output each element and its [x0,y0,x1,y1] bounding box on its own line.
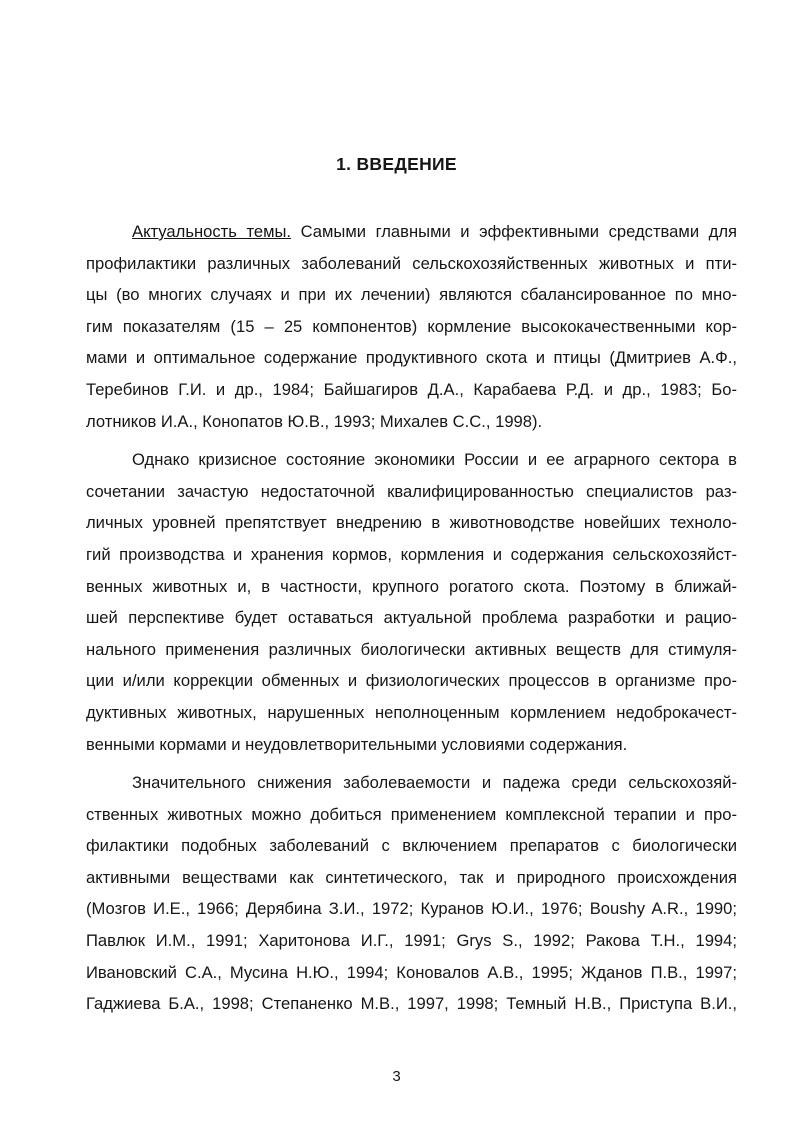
text-line: мами и оптимальное содержание продуктивного скота и птицы (Дмитриев А.Ф., [86,348,737,368]
body-text [86,216,737,1020]
text-line: шей перспективе будет оставаться актуальной проблема разработки и рацио- [86,608,737,628]
text-line: сочетании зачастую недостаточной квалифицированностью специалистов раз- [86,481,737,501]
topic-relevance-label: Актуальность темы. [132,222,292,241]
text-line: гий производства и хранения кормов, кормления и содержания сельскохозяйст- [86,544,737,564]
section-heading: 1. ВВЕДЕНИЕ [336,154,457,174]
text-line: Гаджиева Б.А., 1998; Степаненко М.В., 1997, 1998; Темный Н.В., Приступа В.И., [86,994,737,1014]
text-line: венными кормами и неудовлетворительными условиями содержания. [86,734,628,754]
text-line: ственных животных можно добиться применением комплексной терапии и про- [86,804,737,824]
text-line: профилактики различных заболеваний сельскохозяйственных животных и пти- [86,253,737,273]
text-line: филактики подобных заболеваний с включением препаратов с биологически [86,836,737,856]
text-line: дуктивных животных, нарушенных неполноценным кормлением недоброкачест- [86,702,737,722]
text-line: Однако кризисное состояние экономики России и ее аграрного сектора в [132,450,737,470]
text-line: гим показателям (15 – 25 компонентов) кормление высококачественными кор- [86,316,737,336]
text-line: лотников И.А., Конопатов Ю.В., 1993; Михалев С.С., 1998). [86,411,543,431]
text-line: венных животных и, в частности, крупного рогатого скота. Поэтому в ближай- [86,576,737,596]
page-number: 3 [392,1068,401,1085]
text-line: цы (во многих случаях и при их лечении) являются сбалансированное по мно- [86,285,737,305]
text-line: Теребинов Г.И. и др., 1984; Байшагиров Д.А., Карабаева Р.Д. и др., 1983; Бо- [86,379,737,399]
text-line: личных уровней препятствует внедрению в животноводстве новейших техноло- [86,513,737,533]
text-line: ции и/или коррекции обменных и физиологических процессов в организме про- [86,671,737,691]
paragraph-1-line-1 [86,216,737,248]
text-line: Павлюк И.М., 1991; Харитонова И.Г., 1991; Grys S., 1992; Ракова Т.Н., 1994; [86,931,737,951]
text-line: активными веществами как синтетического, так и природного происхождения [86,867,737,887]
text-line: Значительного снижения заболеваемости и падежа среди сельскохозяй- [132,773,737,793]
text-line: Самыми главными и эффективными средствами для [291,222,737,241]
text-line: нального применения различных биологически активных веществ для стимуля- [86,639,737,659]
text-line: Ивановский С.А., Мусина Н.Ю., 1994; Коновалов А.В., 1995; Жданов П.В., 1997; [86,962,737,982]
text-line: (Мозгов И.Е., 1966; Дерябина З.И., 1972; Куранов Ю.И., 1976; Boushy A.R., 1990; [86,899,737,919]
